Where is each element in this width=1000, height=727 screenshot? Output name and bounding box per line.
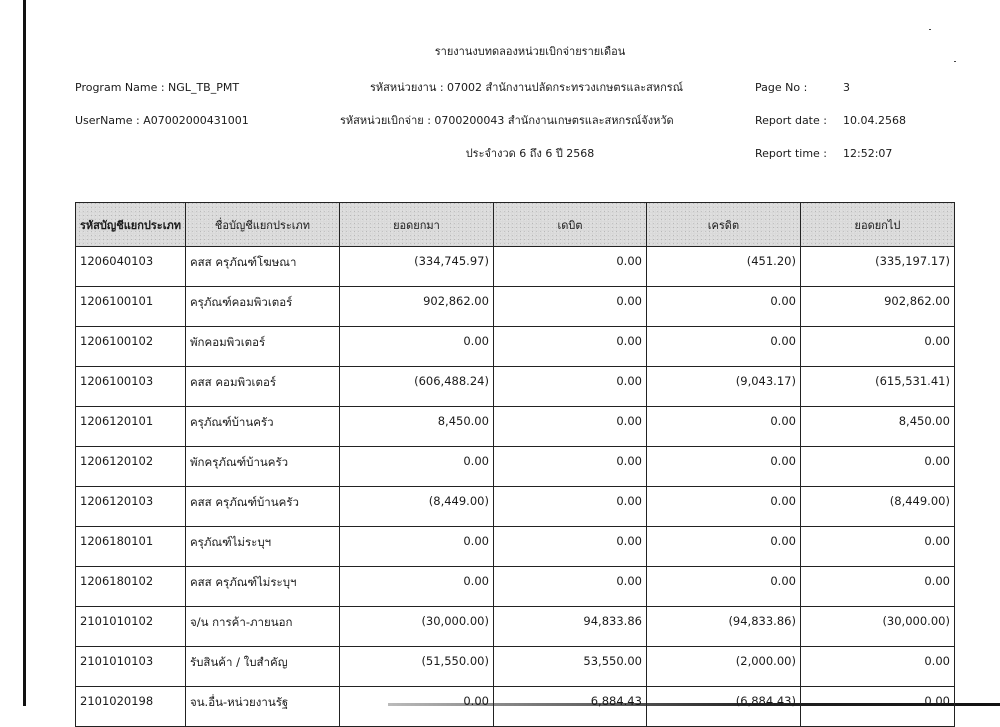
cell-account-code: 1206180101 — [76, 527, 186, 567]
cell-account-code: 1206120103 — [76, 487, 186, 527]
cell-debit: 0.00 — [493, 447, 646, 487]
cell-credit: 0.00 — [646, 447, 800, 487]
cell-account-name: คสส คอมพิวเตอร์ — [185, 367, 339, 407]
agency-line: รหัสหน่วยงาน : 07002 สำนักงานปลัดกระทรวงเกษตรและสหกรณ์ — [370, 81, 683, 94]
table-body — [76, 247, 955, 727]
cell-balance-forward: 0.00 — [339, 567, 493, 607]
period-line: ประจำงวด 6 ถึง 6 ปี 2568 — [465, 147, 595, 160]
cell-account-name: ครุภัณฑ์ไม่ระบุฯ — [185, 527, 339, 567]
cell-debit: 0.00 — [493, 247, 646, 287]
cell-account-name: คสส ครุภัณฑ์บ้านครัว — [185, 487, 339, 527]
table-row — [76, 447, 955, 487]
cell-balance-carried: 0.00 — [800, 687, 954, 727]
cell-account-name: จน.อื่น-หน่วยงานรัฐ — [185, 687, 339, 727]
cell-balance-carried: 0.00 — [800, 647, 954, 687]
report-time-value: 12:52:07 — [843, 147, 893, 160]
table-row — [76, 287, 955, 327]
table-row — [76, 407, 955, 447]
cell-balance-carried: 0.00 — [800, 567, 954, 607]
scan-speck — [929, 29, 931, 30]
column-header-balance-forward: ยอดยกมา — [339, 203, 493, 247]
page-no-value: 3 — [843, 81, 850, 94]
cell-account-name: คสส ครุภัณฑ์ไม่ระบุฯ — [185, 567, 339, 607]
table-row — [76, 247, 955, 287]
cell-balance-forward: 8,450.00 — [339, 407, 493, 447]
cell-debit: 0.00 — [493, 567, 646, 607]
cell-credit: (6,884.43) — [646, 687, 800, 727]
cell-balance-carried: 0.00 — [800, 527, 954, 567]
cell-balance-forward: (51,550.00) — [339, 647, 493, 687]
cell-credit: (2,000.00) — [646, 647, 800, 687]
cell-debit: 0.00 — [493, 287, 646, 327]
cell-credit: (94,833.86) — [646, 607, 800, 647]
cell-account-name: ครุภัณฑ์คอมพิวเตอร์ — [185, 287, 339, 327]
column-header-balance-carried: ยอดยกไป — [800, 203, 954, 247]
cell-credit: 0.00 — [646, 567, 800, 607]
cell-balance-carried: 0.00 — [800, 327, 954, 367]
cell-balance-forward: (606,488.24) — [339, 367, 493, 407]
cell-balance-carried: (615,531.41) — [800, 367, 954, 407]
cell-balance-forward: 0.00 — [339, 687, 493, 727]
table-header-row — [76, 203, 955, 247]
cell-balance-carried: (335,197.17) — [800, 247, 954, 287]
table-row — [76, 487, 955, 527]
column-header-debit: เดบิต — [493, 203, 646, 247]
table-row — [76, 527, 955, 567]
cell-account-code: 1206180102 — [76, 567, 186, 607]
cell-account-name: จ/น การค้า-ภายนอก — [185, 607, 339, 647]
cell-account-code: 1206100102 — [76, 327, 186, 367]
table-row — [76, 567, 955, 607]
cell-balance-carried: 0.00 — [800, 447, 954, 487]
cell-debit: 94,833.86 — [493, 607, 646, 647]
cell-account-name: พักคอมพิวเตอร์ — [185, 327, 339, 367]
report-date-label: Report date : — [755, 114, 827, 127]
column-header-credit: เครดิต — [646, 203, 800, 247]
cell-balance-forward: 0.00 — [339, 527, 493, 567]
table-row — [76, 647, 955, 687]
cell-account-name: ครุภัณฑ์บ้านครัว — [185, 407, 339, 447]
cell-credit: 0.00 — [646, 527, 800, 567]
cell-balance-forward: (334,745.97) — [339, 247, 493, 287]
cell-debit: 53,550.00 — [493, 647, 646, 687]
trial-balance-table — [75, 202, 955, 727]
cell-account-name: รับสินค้า / ใบสำคัญ — [185, 647, 339, 687]
report-date-value: 10.04.2568 — [843, 114, 906, 127]
cell-credit: (9,043.17) — [646, 367, 800, 407]
scan-speck — [954, 61, 956, 62]
user-name: UserName : A07002000431001 — [75, 114, 249, 127]
cell-balance-carried: (8,449.00) — [800, 487, 954, 527]
page-no-label: Page No : — [755, 81, 808, 94]
cell-credit: (451.20) — [646, 247, 800, 287]
report-title: รายงานงบทดลองหน่วยเบิกจ่ายรายเดือน — [434, 45, 626, 58]
cell-credit: 0.00 — [646, 487, 800, 527]
cell-balance-carried: 8,450.00 — [800, 407, 954, 447]
cell-debit: 0.00 — [493, 407, 646, 447]
report-time-label: Report time : — [755, 147, 828, 160]
cell-account-code: 1206120102 — [76, 447, 186, 487]
table-row — [76, 687, 955, 727]
cell-balance-forward: 902,862.00 — [339, 287, 493, 327]
cell-balance-carried: (30,000.00) — [800, 607, 954, 647]
cell-account-code: 2101010103 — [76, 647, 186, 687]
cell-balance-forward: 0.00 — [339, 327, 493, 367]
program-name: Program Name : NGL_TB_PMT — [75, 81, 240, 94]
cell-account-code: 1206120101 — [76, 407, 186, 447]
cell-balance-carried: 902,862.00 — [800, 287, 954, 327]
cell-balance-forward: 0.00 — [339, 447, 493, 487]
table-row — [76, 607, 955, 647]
cell-debit: 0.00 — [493, 487, 646, 527]
disbursing-unit-line: รหัสหน่วยเบิกจ่าย : 0700200043 สำนักงานเกษตรและสหกรณ์จังหวัด — [340, 114, 674, 127]
column-header-account-code: รหัสบัญชีแยกประเภท — [76, 203, 186, 247]
cell-account-name: คสส ครุภัณฑ์โฆษณา — [185, 247, 339, 287]
cell-credit: 0.00 — [646, 327, 800, 367]
cell-debit: 6,884.43 — [493, 687, 646, 727]
cell-account-code: 1206100101 — [76, 287, 186, 327]
page-left-border — [23, 0, 26, 706]
cell-credit: 0.00 — [646, 287, 800, 327]
column-header-account-name: ชื่อบัญชีแยกประเภท — [185, 203, 339, 247]
cell-account-code: 1206100103 — [76, 367, 186, 407]
table-row — [76, 367, 955, 407]
cell-debit: 0.00 — [493, 367, 646, 407]
table-row — [76, 327, 955, 367]
cell-account-name: พักครุภัณฑ์บ้านครัว — [185, 447, 339, 487]
cell-balance-forward: (8,449.00) — [339, 487, 493, 527]
cell-credit: 0.00 — [646, 407, 800, 447]
cell-debit: 0.00 — [493, 327, 646, 367]
cell-account-code: 2101010102 — [76, 607, 186, 647]
cell-account-code: 2101020198 — [76, 687, 186, 727]
cell-debit: 0.00 — [493, 527, 646, 567]
cell-account-code: 1206040103 — [76, 247, 186, 287]
cell-balance-forward: (30,000.00) — [339, 607, 493, 647]
